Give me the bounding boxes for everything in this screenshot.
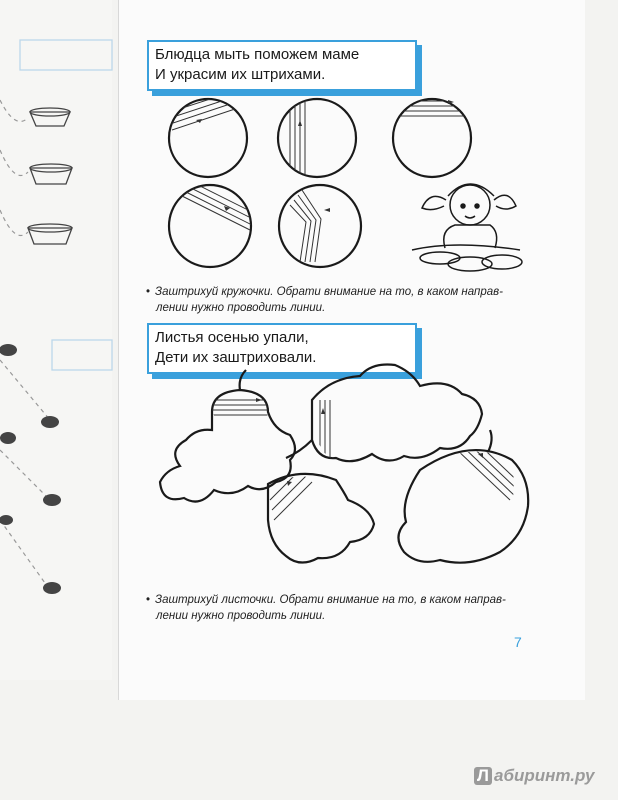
page-number: 7 [514, 634, 522, 650]
direction-arrow [287, 481, 292, 486]
instruction-line: лении нужно проводить линии. [156, 302, 326, 314]
labirint-watermark [474, 766, 594, 786]
small-leaf-outline [268, 474, 374, 563]
leaf-hatch-1 [205, 400, 275, 415]
direction-arrow [321, 408, 325, 414]
instruction-leaves: • Заштрихуй листочки. Обрати внимание на то, в каком направ- лении нужно проводить линии. [146, 594, 506, 622]
direction-arrow [256, 398, 262, 402]
instruction-line: лении нужно проводить линии. [156, 610, 326, 622]
instruction-circles: • Заштрихуй кружочки. Обрати внимание на то, в каком направ- лении нужно проводить линии. [146, 286, 503, 314]
watermark-text: абиринт.ру [494, 766, 595, 785]
verse-line: Дети их заштриховали. [155, 349, 317, 366]
verse-line: Листья осенью упали, [155, 329, 309, 346]
large-leaf-outline [312, 364, 482, 461]
verse-line: И украсим их штрихами. [155, 66, 326, 83]
oak-leaf-outline [160, 390, 295, 502]
verse-line: Блюдца мыть поможем маме [155, 46, 360, 63]
leaf-hatch-3 [270, 470, 312, 520]
labirint-logo-icon: Л [474, 767, 492, 785]
direction-arrow [478, 453, 483, 458]
big-leaf-outline [398, 450, 528, 563]
leaf-hatch-2 [320, 400, 330, 470]
instruction-line: Заштрихуй листочки. Обрати внимание на то, в каком направ- [155, 594, 506, 606]
instruction-line: Заштрихуй кружочки. Обрати внимание на то, в каком направ- [155, 286, 503, 298]
